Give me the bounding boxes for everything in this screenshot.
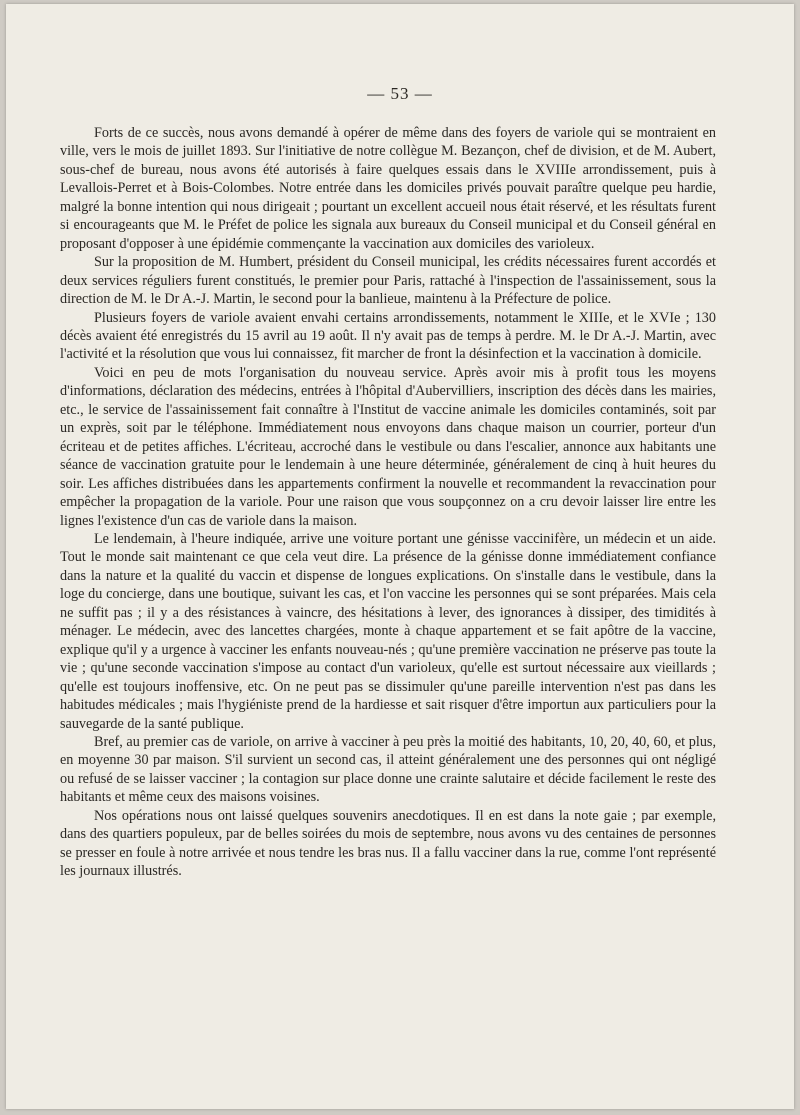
- paragraph: Forts de ce succès, nous avons demandé à opérer de même dans des foyers de variole qui se montraient en ville, vers le mois de juillet 1893. Sur l'initiative de notre collègue M. Bezançon, chef de division, et de M. Aubert, sous-chef de bureau, nous avons été autorisés à faire quelques essais dans le XVIIIe arrondissement, puis à Levallois-Perret et à Bois-Colombes. Notre entrée dans les domiciles privés pouvait paraître quelque peu hardie, malgré la bonne intention qui nous dirigeait ; pourtant un excellent accueil nous était réservé, et les résultats furent si encourageants que M. le Préfet de police les signala aux bureaux du Conseil municipal et du Conseil général en proposant d'opposer à une épidémie commençante la vaccination aux domiciles des varioleux.: [60, 125, 716, 252]
- body-text: [60, 124, 716, 881]
- paragraph: Le lendemain, à l'heure indiquée, arrive une voiture portant une génisse vaccinifère, un médecin et un aide. Tout le monde sait maintenant ce que cela veut dire. La présence de la génisse donne immédiatement confiance dans la nature et la qualité du vaccin et dispense de longues explications. On s'installe dans le vestibule, dans la loge du concierge, dans une boutique, suivant les cas, et l'on vaccine les personnes qui se sont préparées. Mais cela ne suffit pas ; il y a des résistances à vaincre, des hésitations à lever, des ignorances à dissiper, des timidités à ménager. Le médecin, avec des lancettes chargées, monte à chaque appartement et se fait apôtre de la vaccine, explique qu'il y a urgence à vacciner les enfants nouveau-nés ; qu'une première vaccination ne préserve pas toute la vie ; qu'une seconde vaccination s'impose au contact d'un varioleux, qu'elle est surtout nécessaire aux vieillards ; qu'elle est toujours inoffensive, etc. On ne peut pas se dissimuler qu'une pareille intervention n'est pas dans les habitudes médicales ; mais l'hygiéniste prend de la hardiesse et sait risquer d'être importun aux particuliers pour la sauvegarde de la santé publique.: [60, 530, 716, 732]
- document-page: [6, 4, 794, 1109]
- paragraph: Voici en peu de mots l'organisation du nouveau service. Après avoir mis à profit tous les moyens d'informations, déclaration des médecins, entrées à l'hôpital d'Aubervilliers, inscription des décès dans les mairies, etc., le service de l'assainissement fait connaître à l'Institut de vaccine animale les domiciles contaminés, soit par un exprès, soit par le téléphone. Immédiatement nous envoyons dans chaque maison un courrier, porteur d'un écriteau et de petites affiches. L'écriteau, accroché dans le vestibule ou dans l'escalier, annonce aux habitants une séance de vaccination gratuite pour le lendemain à une heure déterminée, généralement de cinq à huit heures du soir. Les affiches distribuées dans les appartements confirment la nouvelle et recommandent la revaccination pour empêcher la propagation de la variole. Pour une raison que vous soupçonnez on a cru devoir laisser lire entre les lignes l'existence d'un cas de variole dans la maison.: [60, 364, 716, 529]
- paragraph: Sur la proposition de M. Humbert, président du Conseil municipal, les crédits nécessaires furent accordés et deux services réguliers furent constitués, le premier pour Paris, rattaché à l'inspection de l'assainissement, sous la direction de M. le Dr A.-J. Martin, le second pour la banlieue, maintenu à la Préfecture de police.: [60, 254, 716, 308]
- paragraph: Plusieurs foyers de variole avaient envahi certains arrondissements, notamment le XIIIe, et le XVIe ; 130 décès avaient été enregistrés du 15 avril au 19 août. Il n'y avait pas de temps à perdre. M. le Dr A.-J. Martin, avec l'activité et la résolution que vous lui connaissez, fit marcher de front la désinfection et la vaccination à domicile.: [60, 309, 716, 363]
- page-number: — 53 —: [367, 84, 433, 103]
- paragraph: Bref, au premier cas de variole, on arrive à vacciner à peu près la moitié des habitants, 10, 20, 40, 60, et plus, en moyenne 30 par maison. S'il survient un second cas, il atteint généralement une des personnes qui ont négligé ou refusé de se laisser vacciner ; la contagion sur place donne une crainte salutaire et décide facilement le reste des habitants et même ceux des maisons voisines.: [60, 733, 716, 806]
- paragraph: Nos opérations nous ont laissé quelques souvenirs anecdotiques. Il en est dans la note gaie ; par exemple, dans des quartiers populeux, par de belles soirées du mois de septembre, nous avons vu des centaines de personnes se presser en foule à notre arrivée et nous tendre les bras nus. Il a fallu vacciner dans la rue, comme l'ont représenté les journaux illustrés.: [60, 807, 716, 880]
